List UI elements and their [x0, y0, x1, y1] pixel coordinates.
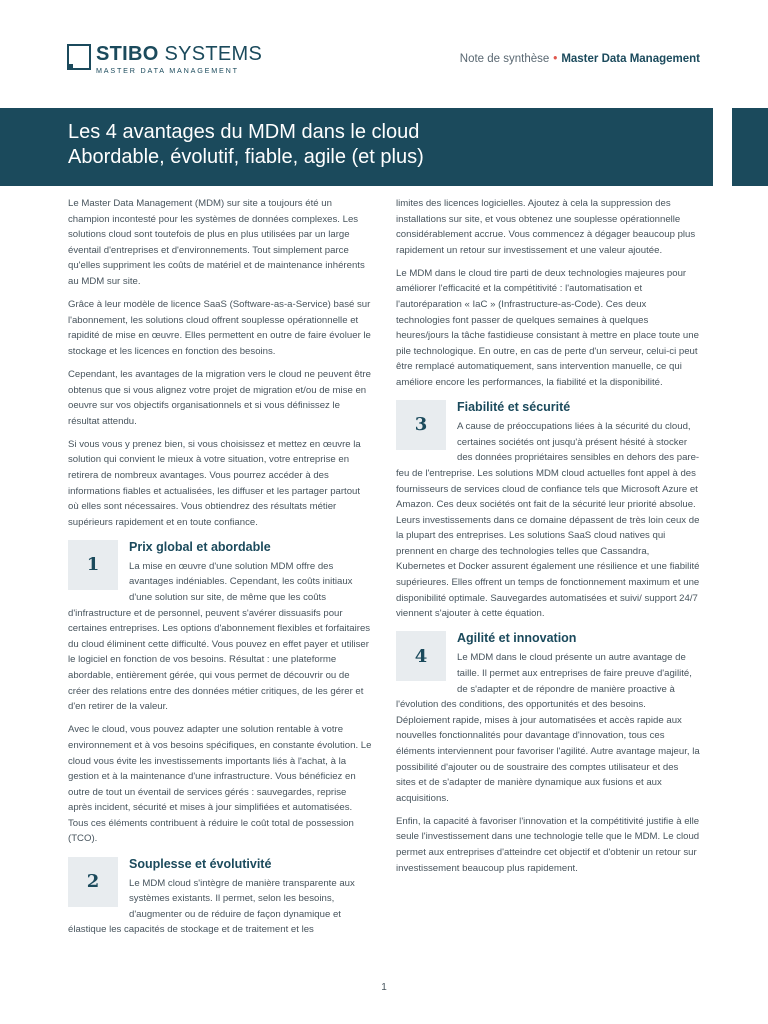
intro-paragraph: Si vous vous y prenez bien, si vous choisissez et mettez en œuvre la solution qui convient le mieux à votre situation, votre entreprise en retirera de nombreux avantages. Vous pourrez accéder à des informations fiables et actualisées, les diffuser et les partager partout où elles sont nécessaires. Vous obtiendrez des résultats métier supérieurs rapidement et en toute confiance. — [68, 438, 361, 528]
section-4 — [396, 629, 700, 876]
banner-edge-tab — [732, 108, 768, 186]
section-paragraph: Avec le cloud, vous pouvez adapter une solution rentable à votre environnement et à vos besoins spécifiques, en constante évolution. Le cloud vous évite les investissements importants liés à l'achat, à la gestion et à la maintenance d'une infrastructure. Vous bénéficiez en outre de tout un éventail de services gérés : sauvegardes, reprise après incident, sécurité et mises à jour simplifiées et automatisées. Tous ces éléments contribuent à réduire le coût total de possession (TCO). — [68, 724, 372, 845]
section-number-badge: 3 — [396, 400, 446, 450]
section-number-badge: 1 — [68, 540, 118, 590]
section-3 — [396, 398, 700, 622]
header-separator: • — [553, 53, 558, 65]
section-paragraph: A cause de préoccupations liées à la sécurité du cloud, certaines sociétés ont jusqu'à présent hésité à stocker des données propriétaires sensibles en dehors des pare-feu de l'entreprise. Les solutions MDM cloud actuelles font appel à des fournisseurs de services cloud de confiance tels que Microsoft Azure et Amazon. Ces deux sociétés ont fait de la sécurité leur priorité absolue. Leurs investissements dans ce domaine dépassent de très loin ceux de la plupart des entreprises. Les solutions SaaS cloud natives qui prennent en charge des technologies telles que Cassandra, Kubernetes et Docker assurent également une résilience et une fiabilité supérieures. Elles offrent un temps de fonctionnement maximum et une disponibilité optimale. Sauvegardes automatisées et suivi/ support 24/7 viennent s'ajouter à cette équation. — [396, 421, 700, 620]
intro-paragraph: Le Master Data Management (MDM) sur site a toujours été un champion incontesté pour les systèmes de données complexes. Les solutions cloud sont toutefois de plus en plus utilisées par un large éventail d'entreprises et d'environnements. Tout simplement parce qu'elles suppriment les coûts de matériel et de maintenance inhérents au MDM sur site. — [68, 198, 365, 287]
doc-type: Note de synthèse — [459, 53, 550, 65]
logo-tagline: MASTER DATA MANAGEMENT — [96, 66, 239, 75]
intro-paragraph: Grâce à leur modèle de licence SaaS (Software-as-a-Service) basé sur l'abonnement, les solutions cloud offrent souplesse opérationnelle et rapidité de mise en œuvre. Elles permettent en outre de faire évoluer le stockage et les licences en fonction des besoins. — [68, 299, 371, 357]
section-1 — [68, 538, 372, 847]
right-column — [396, 196, 700, 884]
document-header — [460, 53, 700, 65]
left-column — [68, 196, 372, 945]
section-paragraph: La mise en œuvre d'une solution MDM offre des avantages indéniables. Cependant, les coûts initiaux d'une solution sur site, de même que les coûts d'infrastructure et de personnel, peuvent s'avérer dissuasifs pour certaines entreprises. Les options d'abonnement flexibles et forfaitaires du cloud éliminent cette difficulté. Vous pouvez en effet payer et utiliser le logiciel en fonction de vos besoins. Résultat : une plateforme abordable, entièrement gérée, qui vous permet de découvrir ou de créer des relations entre des données métier critiques, de les gérer et d'en retirer de la valeur. — [68, 560, 371, 713]
section-title: Fiabilité et sécurité — [457, 400, 571, 415]
title-line-2: Abordable, évolutif, fiable, agile (et plus) — [68, 146, 424, 168]
section-title: Prix global et abordable — [129, 539, 271, 554]
company-logo — [67, 43, 263, 75]
page-number: 1 — [381, 982, 387, 993]
logo-text — [96, 44, 262, 75]
section-2 — [68, 855, 372, 938]
doc-topic: Master Data Management — [561, 53, 700, 65]
logo-brand-bold: STIBO — [96, 43, 159, 65]
logo-wordmark — [96, 44, 262, 64]
section-paragraph: Le MDM cloud s'intègre de manière transparente aux systèmes existants. Il permet, selon les besoins, d'augmenter ou de réduire de façon dynamique et élastique les capacités de stockage et de traitement et les — [68, 877, 355, 936]
continuation-paragraph: limites des licences logicielles. Ajoutez à cela la suppression des installations sur site, et vous obtenez une souplesse opérationnelle considérablement accrue. Vous commencez à dégager beaucoup plus rapidement un retour sur investissement et une valeur ajoutée. — [396, 198, 696, 256]
section-paragraph: Enfin, la capacité à favoriser l'innovation et la compétitivité justifie à elle seule l'investissement dans une technologie telle que le MDM. Le cloud permet aux entreprises d'atteindre cet objectif et d'obtenir un retour sur investissement beaucoup plus rapidement. — [396, 815, 700, 874]
section-title: Souplesse et évolutivité — [129, 856, 272, 871]
page-title — [68, 120, 708, 170]
logo-brand-thin: SYSTEMS — [164, 43, 263, 65]
intro-paragraph: Cependant, les avantages de la migration vers le cloud ne peuvent être obtenus que si vous alignez votre projet de migration et/ou de mise en oeuvre sur vos objectifs organisationnels et si vous définissez le résultat attendu. — [68, 368, 371, 427]
section-title: Agilité et innovation — [457, 631, 577, 646]
section-number-badge: 4 — [396, 631, 446, 681]
continuation-paragraph: Le MDM dans le cloud tire parti de deux technologies majeures pour améliorer l'efficacité et la compétitivité : l'automatisation et l'autoréparation « IaC » (Infrastructure-as-Code). Ces deux technologies font passer de quelques semaines à quelques heures/jours la tâche fastidieuse consistant à mettre en place toute une pile technologique. En outre, en cas de perte d'un serveur, celui-ci peut être remplacé automatiquement, sans intervention manuelle, ce qui améliore encore les performances, la fiabilité et la disponibilité. — [396, 267, 699, 389]
title-line-1: Les 4 avantages du MDM dans le cloud — [68, 121, 420, 143]
section-number-badge: 2 — [68, 857, 118, 907]
section-paragraph: Le MDM dans le cloud présente un autre avantage de taille. Il permet aux entreprises de faire preuve d'agilité, de s'adapter et de répondre de manière proactive à l'évolution des conditions, des opportunités et des besoins. Déploiement rapide, mises à jour automatisées et accès rapide aux nouvelles fonctionnalités pour davantage d'innovation, tous ces éléments interviennent pour favoriser l'agilité. Autre avantage majeur, la possibilité d'ajouter ou de soustraire des comptes utilisateur et des sites et de s'adapter de manière dynamique aux fusions et aux acquisitions. — [396, 652, 700, 804]
logo-mark-icon — [67, 44, 91, 70]
